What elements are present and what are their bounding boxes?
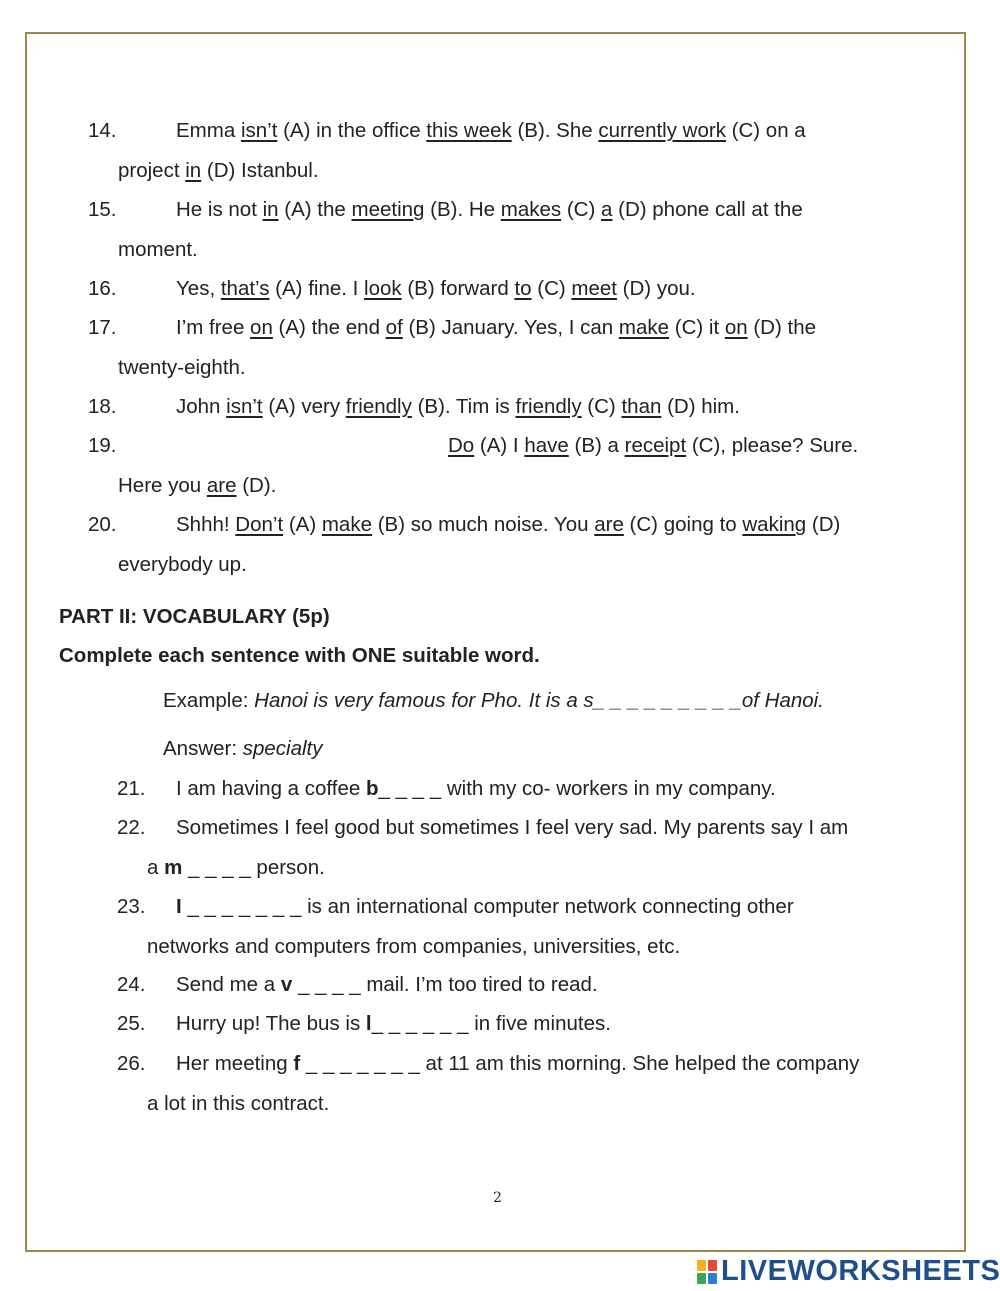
vocab-question-22: 22. Sometimes I feel good but sometimes I feel very sad. My parents say I am a m _ _ _ _ person. <box>117 816 849 879</box>
question-14: 14. Emma isn’t (A) in the office this week (B). She currently work (C) on a project in (D) Istanbul. <box>88 119 806 182</box>
answer-line: Answer: specialty <box>163 737 323 760</box>
question-17: 17. I’m free on (A) the end of (B) January. Yes, I can make (C) it on (D) the twenty-eighth. <box>88 316 817 379</box>
example-line: Example: Hanoi is very famous for Pho. It is a s_ _ _ _ _ _ _ _ _of Hanoi. <box>163 689 824 712</box>
question-16: 16. Yes, that’s (A) fine. I look (B) forward to (C) meet (D) you. <box>88 277 696 300</box>
section-title: PART II: VOCABULARY (5p) <box>59 605 330 628</box>
question-15: 15. He is not in (A) the meeting (B). He makes (C) a (D) phone call at the moment. <box>88 198 803 261</box>
vocab-question-26: 26. Her meeting f _ _ _ _ _ _ _ at 11 am this morning. She helped the company a lot in this contract. <box>117 1052 860 1115</box>
page-number: 2 <box>493 1190 502 1206</box>
vocab-question-24: 24. Send me a v _ _ _ _ mail. I’m too tired to read. <box>117 973 598 996</box>
question-18: 18. John isn’t (A) very friendly (B). Tim is friendly (C) than (D) him. <box>88 395 740 418</box>
vocab-question-23: 23. I _ _ _ _ _ _ _ is an international computer network connecting other networks and computers from companies, universities, etc. <box>117 895 794 958</box>
section-instruction: Complete each sentence with ONE suitable word. <box>59 644 540 667</box>
liveworksheets-logo[interactable] <box>697 1255 1000 1288</box>
logo-icon <box>697 1260 717 1284</box>
logo-text: LIVEWORKSHEETS <box>721 1255 1000 1287</box>
question-19: 19. Do (A) I have (B) a receipt (C), please? Sure. Here you are (D). <box>88 434 859 497</box>
vocab-question-25: 25. Hurry up! The bus is l_ _ _ _ _ _ in five minutes. <box>117 1012 611 1035</box>
question-20: 20. Shhh! Don’t (A) make (B) so much noise. You are (C) going to waking (D) everybody up. <box>88 513 841 576</box>
vocab-question-21: 21. I am having a coffee b_ _ _ _ with my co- workers in my company. <box>117 777 776 800</box>
